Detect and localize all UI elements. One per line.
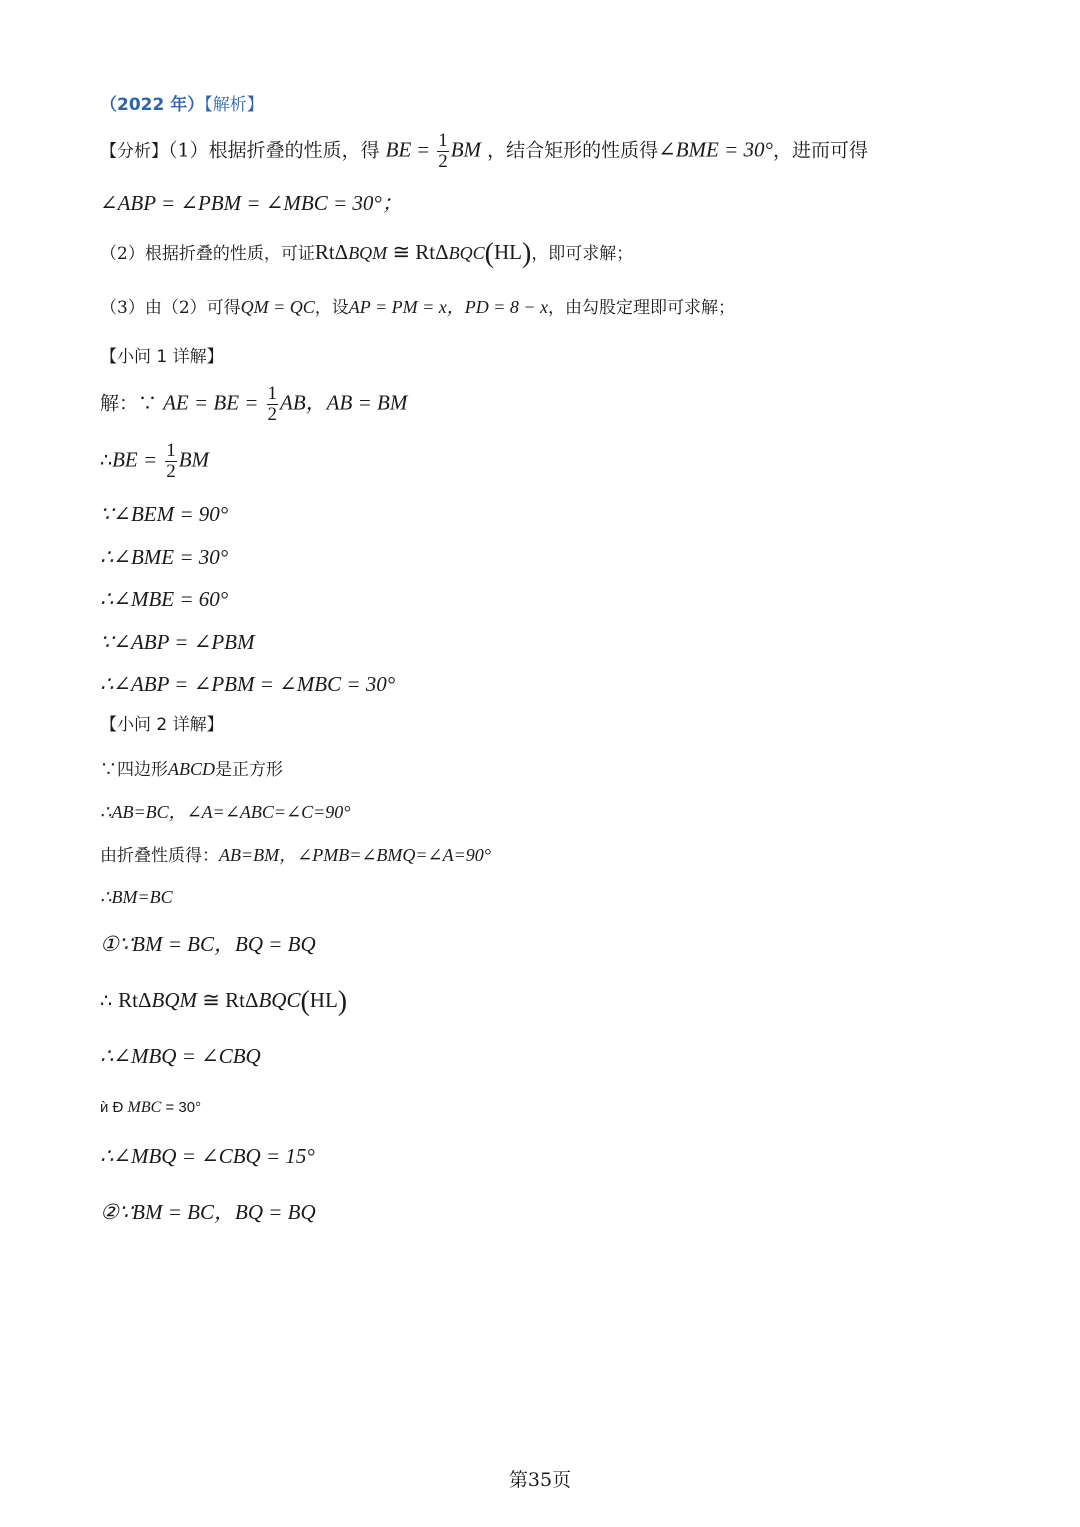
analysis-line-4 xyxy=(100,298,735,317)
q1-step-3: ∵∠BEM = 90° xyxy=(100,502,229,526)
math-expr: ∠BME = 30° xyxy=(658,137,773,162)
analysis-text: （1）根据折叠的性质，得 xyxy=(168,139,380,162)
q2-step-6: ∴ RtΔBQM ≅ RtΔBQC(HL) xyxy=(100,986,348,1017)
q2-step-2: ∴AB=BC，∠A=∠ABC=∠C=90° xyxy=(100,802,351,822)
analysis-tag: 【解析】 xyxy=(204,95,264,115)
q1-heading: 【小问 1 详解】 xyxy=(100,347,224,367)
analysis-text: ，进而可得 xyxy=(772,139,868,162)
q2-step-4: ∴BM=BC xyxy=(100,887,173,907)
fraction: $\frac{1}{2}$ xyxy=(166,440,176,482)
analysis-text: ，设 xyxy=(314,298,349,318)
q2-step-5: ①∵BM = BC，BQ = BQ xyxy=(100,932,316,956)
analysis-text: （2）根据折叠的性质，可证 xyxy=(100,244,315,264)
q1-step-6: ∵∠ABP = ∠PBM xyxy=(100,630,255,654)
section-header xyxy=(100,95,264,114)
math-var: BE xyxy=(385,137,412,162)
analysis-text: ，结合矩形的性质得 xyxy=(487,139,659,162)
q2-step-1: ∵四边形ABCD是正方形 xyxy=(100,759,283,780)
q2-step-10: ②∵BM = BC，BQ = BQ xyxy=(100,1200,316,1224)
math-var: BM xyxy=(450,137,482,162)
q1-step-4: ∴∠BME = 30° xyxy=(100,545,229,569)
fraction: $\frac{1}{2}$ xyxy=(438,130,448,172)
analysis-line-3: （2）根据折叠的性质，可证RtΔBQM ≅ RtΔBQC(HL)，即可求解； xyxy=(100,238,634,269)
analysis-line-1 xyxy=(100,131,868,172)
q2-step-8: ѝ Ð MBC = 30° xyxy=(100,1099,202,1116)
year-label: （2022 年） xyxy=(100,95,205,115)
page-number: 第35页 xyxy=(508,1469,572,1491)
q1-step-2: ∴BE = $\frac{1}{2}$ BM xyxy=(100,440,210,482)
q2-step-9: ∴∠MBQ = ∠CBQ = 15° xyxy=(100,1144,315,1168)
analysis-label: 【分析】 xyxy=(100,141,168,162)
analysis-text: ，由勾股定理即可求解； xyxy=(548,298,736,318)
q1-step-7: ∴∠ABP = ∠PBM = ∠MBC = 30° xyxy=(100,672,396,696)
fraction: $\frac{1}{2}$ xyxy=(267,383,278,425)
analysis-text: ，即可求解； xyxy=(531,244,634,264)
analysis-line-2 xyxy=(100,193,403,214)
q2-step-3: 由折叠性质得：AB=BM，∠PMB=∠BMQ=∠A=90° xyxy=(100,845,491,866)
math-expr: ∠ABP = ∠PBM = ∠MBC = 30°； xyxy=(100,191,403,215)
analysis-text: （3）由（2）可得 xyxy=(100,298,241,318)
q2-step-7: ∴∠MBQ = ∠CBQ xyxy=(100,1044,261,1068)
q1-step-5: ∴∠MBE = 60° xyxy=(100,587,229,611)
math-eq: = xyxy=(417,137,430,162)
math-expr: QM = QC xyxy=(240,297,315,317)
q1-step-1: 解：∵ AE = BE = $\frac{1}{2}$ AB，AB = BM xyxy=(100,383,408,425)
math-expr: AP = PM = x，PD = 8 − x xyxy=(348,297,549,317)
q2-heading: 【小问 2 详解】 xyxy=(100,715,224,735)
